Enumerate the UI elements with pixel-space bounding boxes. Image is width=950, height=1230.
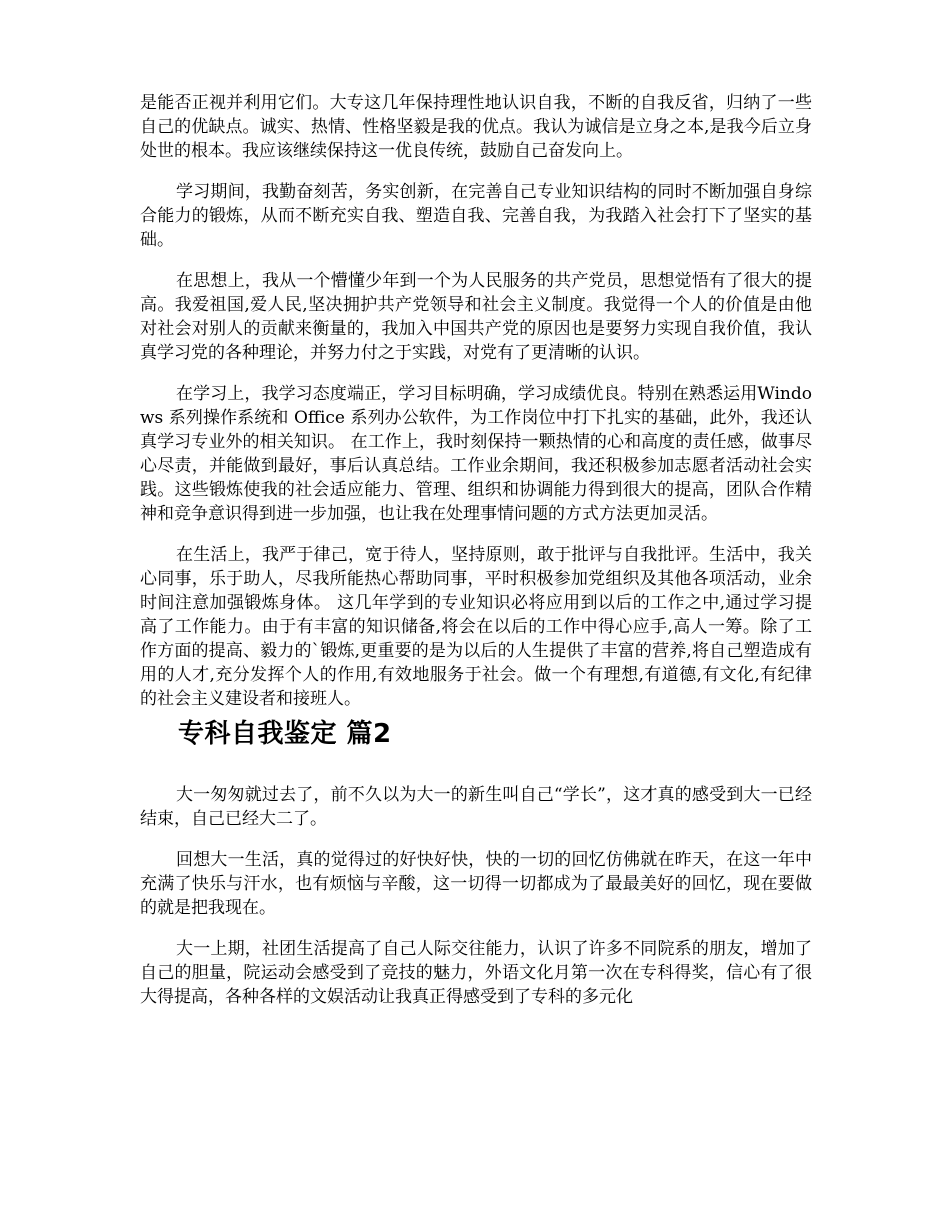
paragraph-life: 在生活上，我严于律己，宽于待人，坚持原则，敢于批评与自我批评。生活中，我关心同事，乐于助人，尽我所能热心帮助同事，平时积极参加党组织及其他各项活动，业余时间注意加强锻炼身体。 这几年学到的专业知识必将应用到以后的工作之中,通过学习提高了工作能力。由于有丰富的知识储备,将会在以后的工作中得心应手,高人一筹。除了工作方面的提高、毅力的`锻炼,更重要的是为以后的人生提供了丰富的营养,将自己塑造成有用的人才,充分发挥个人的作用,有效地服务于社会。做一个有理想,有道德,有文化,有纪律的社会主义建设者和接班人。 [140, 545, 812, 709]
section-heading: 专科自我鉴定 篇2 [178, 719, 392, 749]
document-page [140, 91, 812, 1026]
paragraph-recall: 回想大一生活，真的觉得过的好快好快，快的一切的回忆仿佛就在昨天，在这一年中充满了快乐与汗水，也有烦恼与辛酸，这一切得一切都成为了最最美好的回忆，现在要做的就是把我现在。 [140, 850, 812, 918]
paragraph-ideology: 在思想上，我从一个懵懂少年到一个为人民服务的共产党员，思想觉悟有了很大的提高。我爱祖国,爱人民,坚决拥护共产党领导和社会主义制度。我觉得一个人的价值是由他对社会对别人的贡献来衡量的，我加入中国共产党的原因也是要努力实现自我价值，我认真学习党的各种理论，并努力付之于实践，对党有了更清晰的认识。 [140, 271, 812, 363]
paragraph-first-semester: 大一上期，社团生活提高了自己人际交往能力，认识了许多不同院系的朋友，增加了自己的胆量，院运动会感受到了竞技的魅力，外语文化月第一次在专科得奖，信心有了很大得提高，各种各样的文娱活动让我真正得感受到了专科的多元化 [140, 939, 812, 1007]
paragraph-self-reflection: 是能否正视并利用它们。大专这几年保持理性地认识自我，不断的自我反省，归纳了一些自己的优缺点。诚实、热情、性格坚毅是我的优点。我认为诚信是立身之本,是我今后立身处世的根本。我应该继续保持这一优良传统，鼓励自己奋发向上。 [140, 93, 812, 161]
paragraph-first-year-over: 大一匆匆就过去了，前不久以为大一的新生叫自己“学长”，这才真的感受到大一已经结束，自己已经大二了。 [140, 785, 812, 829]
paragraph-study-and-work: 在学习上，我学习态度端正，学习目标明确，学习成绩优良。特别在熟悉运用Windows 系列操作系统和 Office 系列办公软件，为工作岗位中打下扎实的基础，此外，我还认真学习专业外的相关知识。 在工作上，我时刻保持一颗热情的心和高度的责任感，做事尽心尽责，并能做到最好，事后认真总结。工作业余期间，我还积极参加志愿者活动社会实践。这些锻炼使我的社会适应能力、管理、组织和协调能力得到很大的提高，团队合作精神和竞争意识得到进一步加强，也让我在处理事情问题的方式方法更加灵活。 [140, 384, 812, 524]
paragraph-study-period: 学习期间，我勤奋刻苦，务实创新，在完善自己专业知识结构的同时不断加强自身综合能力的锻炼，从而不断充实自我、塑造自我、完善自我，为我踏入社会打下了坚实的基础。 [140, 182, 812, 250]
